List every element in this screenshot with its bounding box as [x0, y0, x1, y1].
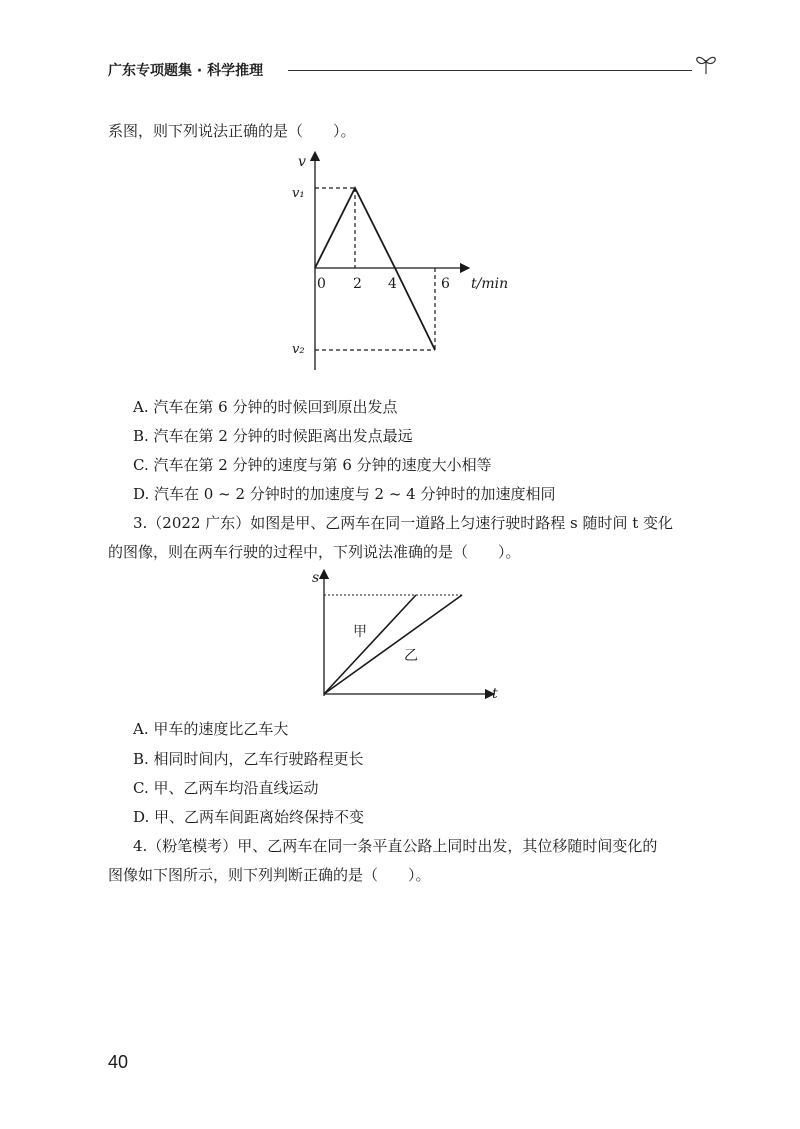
st-label-jia: 甲: [353, 624, 367, 640]
st-graph: [300, 566, 510, 706]
st-series-jia: [324, 595, 416, 694]
q3-option-c: C. 甲、乙两车均沿直线运动: [133, 779, 319, 797]
q2-option-b: B. 汽车在第 2 分钟的时候距离出发点最远: [133, 427, 413, 445]
st-x-label: t: [492, 686, 498, 702]
q3-stem-line2: 的图像，则在两车行驶的过程中，下列说法准确的是（ ）。: [108, 543, 521, 561]
sprout-icon: [692, 52, 720, 76]
v1-label: v₁: [292, 186, 305, 201]
st-series-yi: [324, 595, 462, 694]
st-label-yi: 乙: [404, 648, 418, 664]
page-header: [108, 58, 720, 84]
header-rule: [288, 70, 692, 71]
st-y-label: s: [312, 570, 320, 586]
q3-stem-line1: 3.（2022 广东）如图是甲、乙两车在同一道路上匀速行驶时路程 s 随时间 t 变化: [133, 514, 674, 532]
q4-stem-line2: 图像如下图所示，则下列判断正确的是（ ）。: [108, 866, 431, 884]
q2-option-a: A. 汽车在第 6 分钟的时候回到原出发点: [133, 398, 398, 416]
q3-option-a: A. 甲车的速度比乙车大: [133, 720, 289, 738]
vt-tick-2: 2: [353, 276, 362, 292]
header-title: 广东专项题集 · 科学推理: [108, 63, 264, 79]
q2-stem: 系图，则下列说法正确的是（ ）。: [108, 122, 356, 140]
v2-label: v₂: [292, 342, 305, 357]
q4-stem-line1: 4.（粉笔模考）甲、乙两车在同一条平直公路上同时出发，其位移随时间变化的: [133, 837, 658, 855]
q2-option-c: C. 汽车在第 2 分钟的速度与第 6 分钟的速度大小相等: [133, 456, 492, 474]
vt-x-label: t/min: [471, 276, 509, 292]
page-number: 40: [108, 1052, 129, 1072]
q2-option-d: D. 汽车在 0 ~ 2 分钟时的加速度与 2 ~ 4 分钟时的加速度相同: [133, 485, 556, 503]
vt-tick-6: 6: [441, 276, 450, 292]
q3-option-d: D. 甲、乙两车间距离始终保持不变: [133, 808, 365, 826]
vt-y-label: v: [298, 154, 306, 170]
q3-option-b: B. 相同时间内，乙车行驶路程更长: [133, 750, 364, 768]
vt-graph: [280, 150, 520, 380]
vt-tick-0: 0: [317, 276, 326, 292]
vt-series-line: [315, 188, 435, 350]
vt-tick-4: 4: [388, 276, 397, 292]
